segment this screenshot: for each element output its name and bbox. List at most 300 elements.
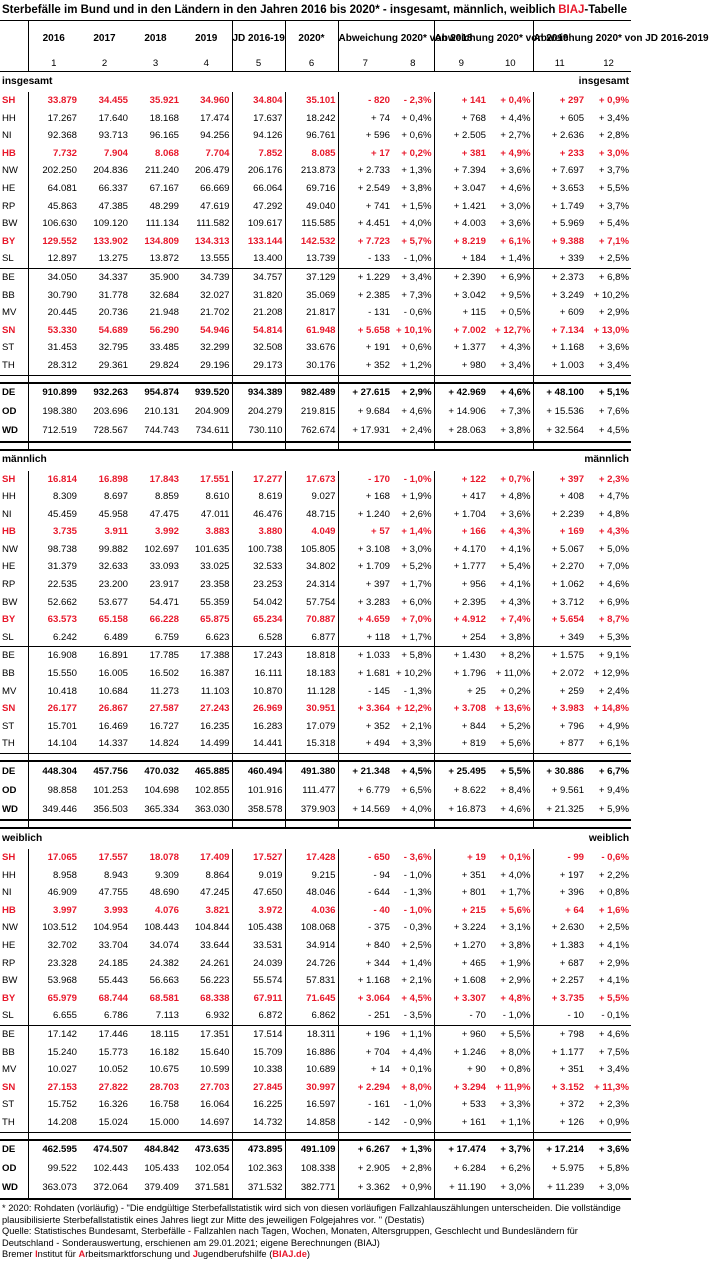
cell-value: 17.388 [181, 647, 232, 665]
table-row [0, 488, 631, 506]
cell-value: + 2,6% [401, 508, 432, 520]
cell-value: + 0,6% [401, 342, 432, 354]
cell-value: + 6.267 [338, 1140, 392, 1160]
table-row [0, 1096, 631, 1114]
table-row [0, 884, 631, 902]
cell-value: + 344 [338, 955, 392, 973]
row-label: HE [2, 561, 16, 573]
cell-value: + 4,0% [392, 800, 434, 820]
cell-value: + 4.170 [434, 541, 488, 559]
column-number: 11 [533, 57, 586, 72]
cell-value: + 161 [434, 1114, 488, 1132]
row-label: NI [2, 130, 12, 142]
cell-value: + 4,0% [500, 869, 531, 881]
cell-value: + 5,7% [401, 235, 432, 247]
spacer-row [0, 1132, 631, 1140]
cell-value: + 0,8% [598, 887, 630, 899]
cell-value: - 1,0% [403, 904, 432, 916]
cell-value: 206.479 [194, 165, 230, 177]
cell-value: + 960 [434, 1025, 488, 1043]
cell-value: + 2,5% [598, 922, 630, 934]
cell-value: 26.867 [98, 703, 128, 715]
cell-value: 13.739 [285, 250, 338, 268]
cell-value: + 1,7% [500, 887, 531, 899]
cell-value: - 0,3% [403, 922, 432, 934]
cell-value: 17.428 [285, 849, 338, 867]
column-header: 2016 [28, 21, 79, 58]
cell-value: 35.101 [285, 92, 338, 110]
cell-value: + 3,3% [401, 738, 432, 750]
total-row [0, 403, 631, 422]
cell-value: 204.836 [93, 165, 128, 177]
cell-value: - 3,6% [403, 852, 432, 863]
table-row [0, 233, 631, 251]
cell-value: 371.581 [181, 1179, 232, 1199]
cell-value: 48.046 [285, 884, 338, 902]
cell-value: + 6,9% [488, 268, 533, 286]
cell-value: + 48.100 [533, 383, 586, 403]
cell-value: 932.263 [79, 383, 130, 403]
cell-value: + 6,1% [500, 235, 531, 247]
cell-value: 66.337 [98, 182, 128, 194]
cell-value: + 1.421 [434, 198, 488, 216]
cell-value: 24.261 [200, 957, 230, 969]
cell-value: 3.997 [28, 902, 79, 920]
cell-value: + 1.777 [434, 558, 488, 576]
cell-value: 17.673 [285, 471, 338, 489]
cell-value: 31.820 [232, 287, 285, 305]
cell-value: 10.027 [28, 1061, 79, 1079]
biaj-badge [558, 4, 627, 16]
cell-value: + 1,5% [401, 200, 432, 212]
section-header [0, 72, 631, 93]
cell-value: + 408 [533, 488, 586, 506]
cell-value: + 13,6% [495, 703, 531, 715]
cell-value: + 5,8% [392, 647, 434, 665]
cell-value: 18.242 [285, 110, 338, 128]
table-row [0, 523, 631, 541]
cell-value: + 2.072 [533, 665, 586, 683]
cell-value: 17.267 [28, 110, 79, 128]
cell-value: 15.709 [232, 1044, 285, 1062]
cell-value: + 14 [338, 1061, 392, 1079]
cell-value: 105.433 [144, 1163, 179, 1175]
table-row [0, 145, 631, 163]
cell-value: 6.872 [232, 1007, 285, 1025]
cell-value: + 2.294 [338, 1079, 392, 1097]
cell-value: 94.126 [232, 127, 285, 145]
total-row [0, 422, 631, 442]
cell-value: + 11,0% [495, 668, 531, 680]
cell-value: 102.697 [144, 543, 179, 555]
cell-value: 211.240 [145, 165, 179, 177]
cell-value: 30.997 [285, 1079, 338, 1097]
cell-value: 55.443 [98, 975, 128, 987]
table-row [0, 541, 631, 559]
cell-value: 24.185 [98, 957, 128, 969]
cell-value: 64.081 [28, 180, 79, 198]
table-row [0, 594, 631, 612]
cell-value: 13.872 [149, 253, 179, 265]
cell-value: 474.507 [79, 1140, 130, 1160]
cell-value: 102.443 [93, 1163, 128, 1175]
table-row [0, 1025, 631, 1043]
cell-value: 17.351 [181, 1025, 232, 1043]
cell-value: 939.520 [181, 383, 232, 403]
cell-value: + 533 [434, 1096, 488, 1114]
row-label: OD [2, 784, 17, 796]
cell-value: + 840 [338, 937, 392, 955]
cell-value: + 741 [338, 198, 392, 216]
cell-value: + 122 [434, 471, 488, 489]
cell-value: + 6.779 [338, 781, 392, 800]
cell-value: + 3,0% [598, 147, 630, 159]
cell-value: + 0,1% [401, 1064, 432, 1076]
row-label: ST [2, 720, 15, 732]
cell-value: + 3.364 [338, 700, 392, 718]
table-row [0, 339, 631, 357]
cell-value: + 2.257 [533, 972, 586, 990]
row-label: OD [2, 406, 17, 418]
cell-value: 6.862 [285, 1007, 338, 1025]
cell-value: 21.817 [285, 304, 338, 322]
cell-value: + 10,2% [396, 668, 432, 680]
cell-value: + 4,5% [392, 761, 434, 781]
cell-value: 203.696 [93, 406, 128, 418]
cell-value: 23.358 [200, 579, 230, 591]
cell-value: 29.361 [98, 359, 128, 371]
cell-value: + 7,4% [500, 614, 531, 626]
column-number: 12 [586, 57, 631, 72]
cell-value: 15.000 [149, 1116, 179, 1128]
cell-value: 93.713 [98, 130, 128, 142]
cell-value: 28.703 [149, 1081, 179, 1093]
cell-value: + 126 [533, 1114, 586, 1132]
cell-value: 17.785 [130, 647, 181, 665]
cell-value: 99.522 [28, 1160, 79, 1179]
title-bar [2, 2, 629, 20]
cell-value: + 7,3% [500, 406, 531, 418]
table-row [0, 1007, 631, 1025]
table-row [0, 471, 631, 489]
cell-value: + 3,0% [500, 200, 531, 212]
row-label: SN [2, 1081, 16, 1093]
cell-value: + 5,5% [598, 992, 630, 1004]
cell-value: 16.814 [28, 471, 79, 489]
cell-value: 473.895 [232, 1140, 285, 1160]
cell-value: + 19 [434, 849, 488, 867]
cell-value: 358.578 [232, 800, 285, 820]
cell-value: 8.619 [232, 488, 285, 506]
cell-value: + 352 [338, 357, 392, 375]
cell-value: 96.165 [149, 130, 179, 142]
cell-value: + 5.969 [533, 215, 586, 233]
cell-value: - 1,0% [403, 1099, 432, 1111]
cell-value: 35.069 [285, 287, 338, 305]
cell-value: 65.875 [200, 614, 230, 626]
cell-value: 7.732 [28, 145, 79, 163]
cell-value: + 8,0% [500, 1046, 531, 1058]
column-header: 2020* [285, 21, 338, 58]
cell-value: 46.909 [28, 884, 79, 902]
cell-value: 4.036 [285, 902, 338, 920]
cell-value: + 417 [434, 488, 488, 506]
cell-value: 14.824 [149, 738, 179, 750]
cell-value: + 3.708 [434, 700, 488, 718]
column-header: Abweichung 2020* von 2018 [338, 21, 434, 58]
cell-value: + 0,7% [500, 473, 531, 485]
cell-value: 491.109 [285, 1140, 338, 1160]
cell-value: 45.958 [98, 508, 128, 520]
cell-value: 11.103 [200, 685, 230, 697]
cell-value: + 25 [434, 683, 488, 701]
row-label: BB [2, 289, 15, 301]
cell-value: + 7.697 [533, 162, 586, 180]
cell-value: 14.499 [200, 738, 230, 750]
cell-value: + 8,7% [598, 614, 630, 626]
row-label: ST [2, 1099, 15, 1111]
cell-value: 32.027 [200, 289, 230, 301]
cell-value: + 1.168 [338, 972, 392, 990]
cell-value: 6.877 [285, 629, 338, 647]
cell-value: + 2.905 [338, 1160, 392, 1179]
cell-value: + 17 [338, 145, 392, 163]
cell-value: - 1,3% [403, 887, 432, 899]
cell-value: 32.702 [28, 937, 79, 955]
cell-value: 734.611 [181, 422, 232, 442]
cell-value: 7.852 [232, 145, 285, 163]
cell-value: + 801 [434, 884, 488, 902]
cell-value: 108.068 [285, 919, 338, 937]
row-label: BW [2, 975, 18, 987]
cell-value: + 21.348 [338, 761, 392, 781]
cell-value: 28.312 [28, 357, 79, 375]
cell-value: + 14.569 [338, 800, 392, 820]
cell-value: + 3,8% [500, 939, 531, 951]
cell-value: 26.969 [232, 700, 285, 718]
cell-value: 18.078 [149, 852, 179, 863]
cell-value: 3.821 [205, 904, 230, 916]
column-number: 8 [392, 57, 434, 72]
cell-value: + 381 [434, 145, 488, 163]
cell-value: + 605 [533, 110, 586, 128]
cell-value: 14.104 [28, 735, 79, 753]
cell-value: 47.755 [98, 887, 128, 899]
cell-value: - 131 [338, 304, 392, 322]
cell-value: 6.932 [205, 1010, 230, 1022]
total-row [0, 800, 631, 820]
cell-value: 52.662 [28, 594, 79, 612]
cell-value: - 70 [434, 1007, 488, 1025]
cell-value: 11.128 [285, 683, 338, 701]
cell-value: 16.469 [98, 720, 128, 732]
cell-value: 16.502 [149, 668, 179, 680]
cell-value: 10.599 [200, 1064, 230, 1076]
cell-value: + 1,1% [500, 1116, 531, 1128]
cell-value: + 5,8% [598, 1163, 630, 1175]
cell-value: + 5,9% [586, 800, 631, 820]
footnote-source: Quelle: Statistisches Bundesamt, Sterbefälle - Fallzahlen nach Tagen, Wochen, Monaten, Altersgruppen, Geschlecht und Bundesländern für Deutschland - Sonderauswertung, erschienen am 29.01.2021; eigene Berechnungen (BIAJ) [2, 1226, 578, 1248]
cell-value: + 11,3% [594, 1081, 630, 1093]
cell-value: + 2.636 [533, 127, 586, 145]
cell-value: 100.738 [232, 541, 285, 559]
cell-value: + 12,7% [495, 324, 531, 336]
cell-value: + 7.723 [338, 233, 392, 251]
cell-value: + 465 [434, 955, 488, 973]
cell-value: + 3.283 [338, 594, 392, 612]
cell-value: + 5,1% [586, 383, 631, 403]
cell-value: 24.726 [285, 955, 338, 973]
cell-value: 92.368 [28, 127, 79, 145]
cell-value: + 0,2% [500, 685, 531, 697]
cell-value: 68.581 [149, 992, 179, 1004]
row-label: NI [2, 887, 12, 899]
cell-value: 8.309 [28, 488, 79, 506]
cell-value: 32.633 [98, 561, 128, 573]
table-row [0, 287, 631, 305]
total-row [0, 1179, 631, 1199]
cell-value: 15.640 [200, 1046, 230, 1058]
row-label: SH [2, 473, 16, 485]
cell-value: + 3.042 [434, 287, 488, 305]
cell-value: + 349 [533, 629, 586, 647]
cell-value: 32.533 [232, 558, 285, 576]
cell-value: + 1,3% [392, 1140, 434, 1160]
cell-value: 18.311 [285, 1025, 338, 1043]
cell-value: + 4.451 [338, 215, 392, 233]
cell-value: - 145 [338, 683, 392, 701]
cell-value: + 4,6% [401, 406, 432, 418]
cell-value: 379.409 [130, 1179, 181, 1199]
cell-value: 103.512 [28, 919, 79, 937]
cell-value: 11.273 [150, 685, 179, 697]
cell-value: 53.330 [28, 322, 79, 340]
cell-value: + 2,2% [598, 869, 630, 881]
cell-value: + 3.307 [434, 990, 488, 1008]
cell-value: + 64 [533, 902, 586, 920]
cell-value: 16.891 [79, 647, 130, 665]
cell-value: + 13,0% [593, 324, 630, 336]
cell-value: + 3,6% [586, 1140, 631, 1160]
cell-value: 65.158 [98, 614, 128, 626]
cell-value: 33.025 [200, 561, 230, 573]
cell-value: 18.168 [149, 112, 179, 124]
cell-value: - 94 [338, 867, 392, 885]
cell-value: 17.474 [200, 112, 230, 124]
row-label: BE [0, 647, 28, 665]
cell-value: + 2.373 [533, 268, 586, 286]
cell-value: + 1.240 [338, 506, 392, 524]
cell-value: 12.897 [28, 250, 79, 268]
cell-value: + 3.653 [533, 180, 586, 198]
cell-value: 10.870 [232, 683, 285, 701]
cell-value: 134.809 [144, 235, 179, 247]
cell-value: 54.946 [200, 324, 230, 336]
cell-value: 23.200 [98, 579, 128, 591]
cell-value: 365.334 [130, 800, 181, 820]
column-number: 7 [338, 57, 392, 72]
cell-value: + 4,8% [598, 508, 630, 520]
cell-value: 32.684 [149, 289, 179, 301]
cell-value: - 650 [338, 849, 392, 867]
cell-value: 3.880 [232, 523, 285, 541]
cell-value: 29.824 [149, 359, 179, 371]
cell-value: 457.756 [79, 761, 130, 781]
row-label: BY [2, 235, 16, 247]
section-header [0, 450, 631, 471]
table-row [0, 718, 631, 736]
cell-value: 8.697 [103, 491, 128, 503]
biaj-link[interactable]: BIAJ.de [272, 1249, 307, 1260]
cell-value: + 12,9% [593, 668, 630, 680]
cell-value: + 1,7% [401, 631, 432, 643]
cell-value: + 7,1% [598, 235, 630, 247]
cell-value: + 494 [338, 735, 392, 753]
cell-value: + 9.684 [338, 403, 392, 422]
table-row [0, 162, 631, 180]
cell-value: 53.968 [28, 972, 79, 990]
cell-value: + 1.033 [338, 647, 392, 665]
cell-value: + 2.505 [434, 127, 488, 145]
cell-value: + 5.067 [533, 541, 586, 559]
table-row [0, 1079, 631, 1097]
cell-value: 34.074 [149, 939, 179, 951]
cell-value: + 351 [533, 1061, 586, 1079]
cell-value: + 6,9% [598, 596, 630, 608]
cell-value: 47.245 [200, 887, 230, 899]
cell-value: + 1.796 [434, 665, 488, 683]
cell-value: 142.532 [285, 233, 338, 251]
cell-value: 14.858 [285, 1114, 338, 1132]
cell-value: - 644 [338, 884, 392, 902]
cell-value: 18.115 [130, 1025, 181, 1043]
cell-value: + 4.912 [434, 611, 488, 629]
table-row [0, 558, 631, 576]
cell-value: + 166 [434, 523, 488, 541]
cell-value: + 352 [338, 718, 392, 736]
cell-value: 16.886 [285, 1044, 338, 1062]
cell-value: + 3,7% [598, 165, 630, 177]
cell-value: - 375 [338, 919, 392, 937]
cell-value: 9.215 [285, 867, 338, 885]
cell-value: + 2,1% [401, 975, 432, 987]
cell-value: 6.759 [154, 631, 179, 643]
cell-value: 16.727 [149, 720, 179, 732]
cell-value: 7.904 [103, 147, 128, 159]
cell-value: + 1.749 [533, 198, 586, 216]
cell-value: 15.773 [98, 1046, 128, 1058]
cell-value: 8.958 [28, 867, 79, 885]
cell-value: + 4,8% [500, 491, 531, 503]
cell-value: + 2.270 [533, 558, 586, 576]
cell-value: 484.842 [130, 1140, 181, 1160]
row-label: DE [0, 761, 28, 781]
cell-value: 27.243 [200, 703, 230, 715]
cell-value: + 0,1% [500, 852, 531, 863]
page-title: Sterbefälle im Bund und in den Ländern in den Jahren 2016 bis 2020* - insgesamt, männlich, weiblich [2, 4, 556, 16]
column-number: 4 [181, 57, 232, 72]
institute-line: Bremer Institut für Arbeitsmarktforschung und Jugendberufshilfe (BIAJ.de) [2, 1249, 311, 1260]
cell-value: 34.739 [181, 268, 232, 286]
cell-value: + 1.377 [434, 339, 488, 357]
cell-value: + 4,6% [488, 383, 533, 403]
cell-value: + 9,4% [598, 784, 630, 796]
cell-value: 30.176 [285, 357, 338, 375]
cell-value: + 17.474 [434, 1140, 488, 1160]
cell-value: + 2.395 [434, 594, 488, 612]
cell-value: 33.644 [200, 939, 230, 951]
cell-value: 16.182 [149, 1046, 179, 1058]
